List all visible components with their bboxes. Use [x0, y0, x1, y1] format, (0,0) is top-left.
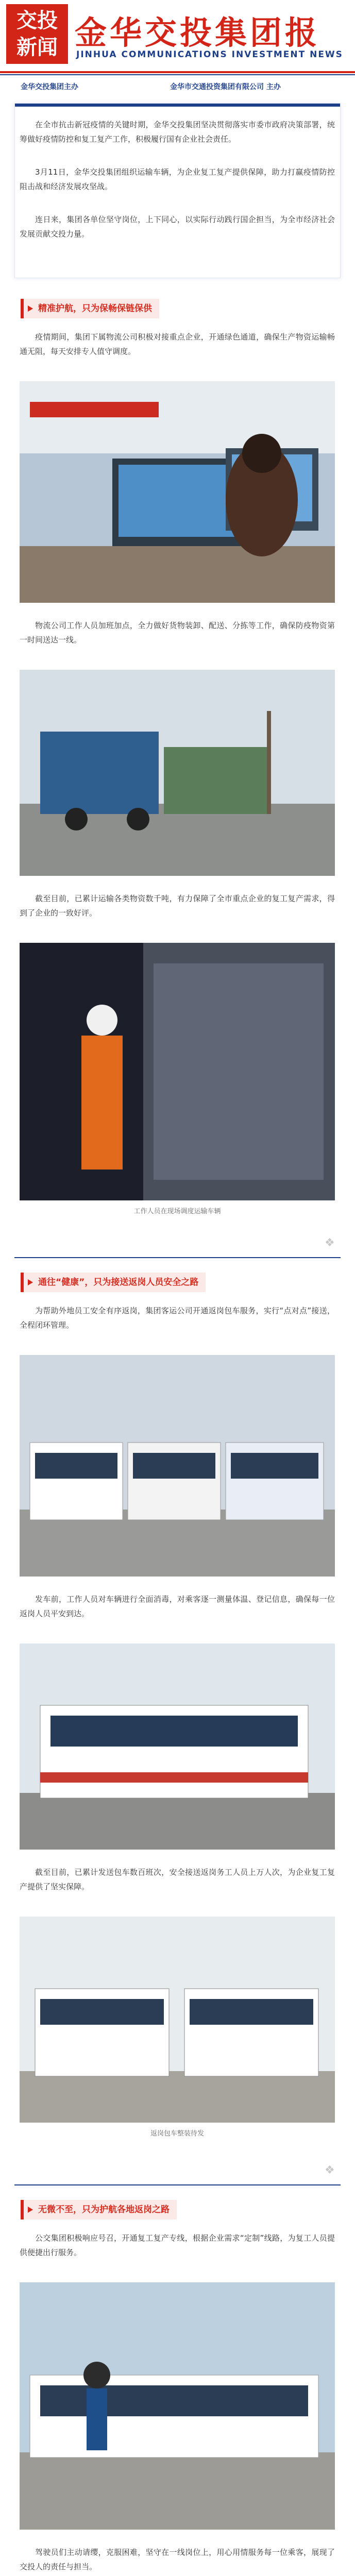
section-paragraph: 物流公司工作人员加班加点，全力做好货物装卸、配送、分拣等工作，确保防疫物资第一时间送达一线。: [20, 621, 335, 645]
masthead-title: 金华交投集团报: [75, 14, 320, 52]
section-photo-3: [20, 943, 335, 1200]
header: [0, 0, 355, 77]
intro-paragraph: 在全市抗击新冠疫情的关键时期，金华交投集团坚决贯彻落实市委市政府决策部署，统筹做好疫情防控和复工复产工作，积极履行国有企业社会责任。: [20, 120, 335, 144]
logo-line-1: 交投: [16, 8, 58, 32]
section-marker-icon: [28, 1279, 33, 1285]
intro-paragraph: 3月11日，金华交投集团组织运输车辆，为企业复工复产提供保障，助力打赢疫情防控阻击战和经济发展攻坚战。: [20, 167, 335, 191]
section-paragraph: 截至目前，已累计发送包车数百班次，安全接送返岗务工人员上万人次，为企业复工复产提供了坚实保障。: [20, 1868, 335, 1891]
section-divider: [14, 2184, 341, 2185]
section-paragraph: 驾驶员们主动请缨，克服困难，坚守在一线岗位上，用心用情服务每一位乘客，展现了交投人的责任与担当。: [20, 2548, 335, 2571]
section-paragraph: 为帮助外地员工安全有序返岗，集团客运公司开通返岗包车服务，实行“点对点”接送，全程闭环管理。: [20, 1306, 335, 1330]
logo: [6, 4, 68, 64]
photo-caption: 工作人员在现场调度运输车辆: [133, 1208, 221, 1215]
section-paragraph: 公交集团积极响应号召，开通复工复产专线，根据企业需求“定制”线路，为复工人员提供便捷出行服务。: [20, 2233, 335, 2257]
ornament-icon: ❖: [325, 1236, 335, 1249]
ornament-icon: ❖: [325, 2164, 335, 2177]
section-title-1: [21, 299, 159, 318]
section-paragraph: 截至目前，已累计运输各类物资数千吨，有力保障了全市重点企业的复工复产需求，得到了企业的一致好评。: [20, 894, 335, 918]
section-photo-6: [20, 1917, 335, 2123]
photo-caption: 返岗包车整装待发: [150, 2130, 204, 2138]
section-paragraph: 疫情期间，集团下属物流公司积极对接重点企业，开通绿色通道，确保生产物资运输畅通无阻，每天安排专人值守调度。: [20, 332, 335, 356]
section-photo-2: [20, 670, 335, 876]
slogan-left: 金华交投集团主办: [21, 83, 78, 91]
masthead-subtitle: JINHUA COMMUNICATIONS INVESTMENT NEWS: [76, 49, 343, 60]
section-title-2: [21, 1273, 206, 1292]
section-title-text: 无微不至，只为护航各地返岗之路: [38, 2205, 170, 2215]
logo-line-2: 新闻: [16, 35, 58, 59]
section-photo-4: [20, 1355, 335, 1577]
section-photo-1: [20, 381, 335, 603]
section-photo-5: [20, 1643, 335, 1850]
section-marker-icon: [28, 306, 33, 312]
section-divider: [14, 1257, 341, 1258]
slogan-right: 金华市交通投资集团有限公司 主办: [170, 83, 281, 91]
section-title-text: 通往“健康”，只为接送返岗人员安全之路: [38, 1277, 199, 1287]
section-title-text: 精准护航，只为保畅保链保供: [38, 303, 152, 314]
card-top-bar: [15, 104, 340, 107]
section-photo-7: [20, 2282, 335, 2530]
header-rule-red: [0, 71, 355, 73]
section-title-3: [21, 2200, 177, 2219]
section-marker-icon: [28, 2207, 33, 2213]
intro-paragraph: 连日来，集团各单位坚守岗位，上下同心，以实际行动践行国企担当，为全市经济社会发展贡献交投力量。: [20, 215, 335, 239]
header-rule-blue: [0, 74, 355, 75]
section-paragraph: 发车前，工作人员对车辆进行全面消毒，对乘客逐一测量体温、登记信息，确保每一位返岗人员平安到达。: [20, 1595, 335, 1618]
